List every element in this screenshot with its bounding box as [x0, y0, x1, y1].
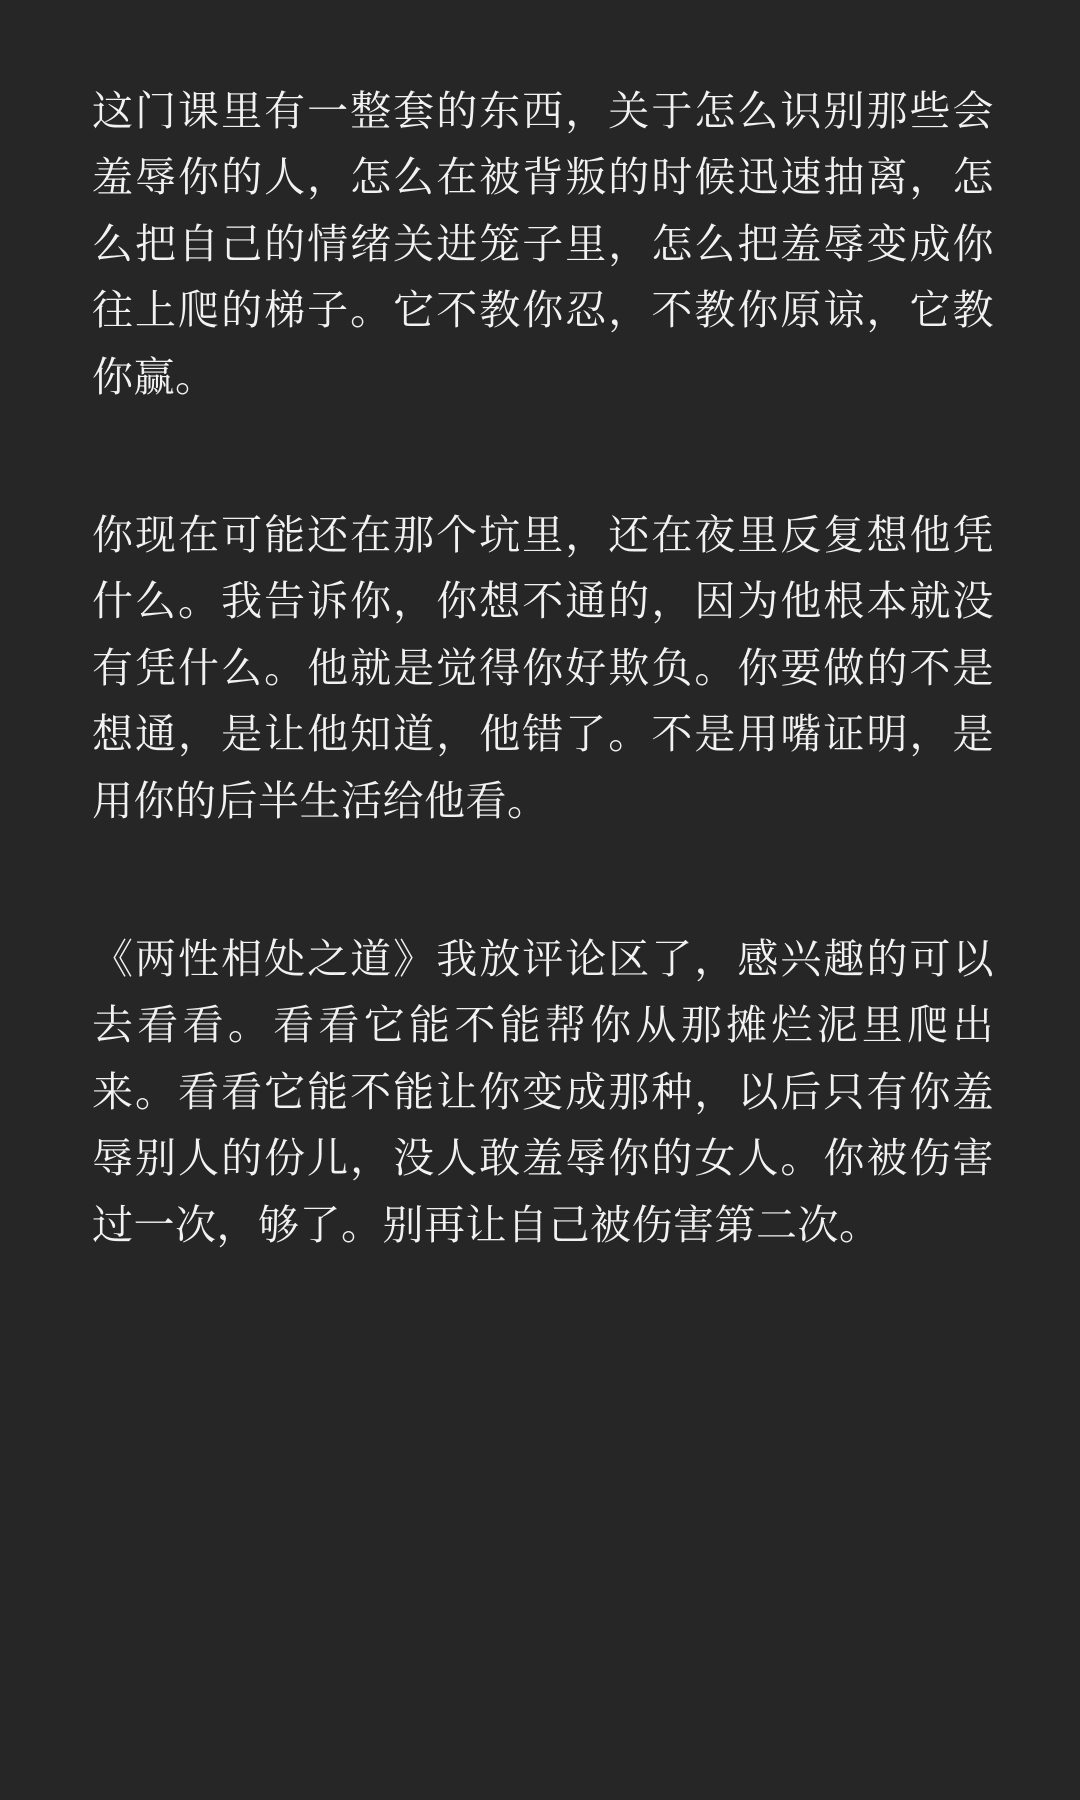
paragraph-1: 这门课里有一整套的东西，关于怎么识别那些会羞辱你的人，怎么在被背叛的时候迅速抽离，怎么把自己的情绪关进笼子里，怎么把羞辱变成你往上爬的梯子。它不教你忍，不教你原谅，它教你赢。 [92, 88, 994, 400]
paragraph-3: 《两性相处之道》我放评论区了，感兴趣的可以去看看。看看它能不能帮你从那摊烂泥里爬出来。看看它能不能让你变成那种，以后只有你羞辱别人的份儿，没人敢羞辱你的女人。你被伤害过一次，够了。别再让自己被伤害第二次。 [92, 936, 994, 1248]
paragraph-2: 你现在可能还在那个坑里，还在夜里反复想他凭什么。我告诉你，你想不通的，因为他根本就没有凭什么。他就是觉得你好欺负。你要做的不是想通，是让他知道，他错了。不是用嘴证明，是用你的后半生活给他看。 [92, 512, 994, 824]
